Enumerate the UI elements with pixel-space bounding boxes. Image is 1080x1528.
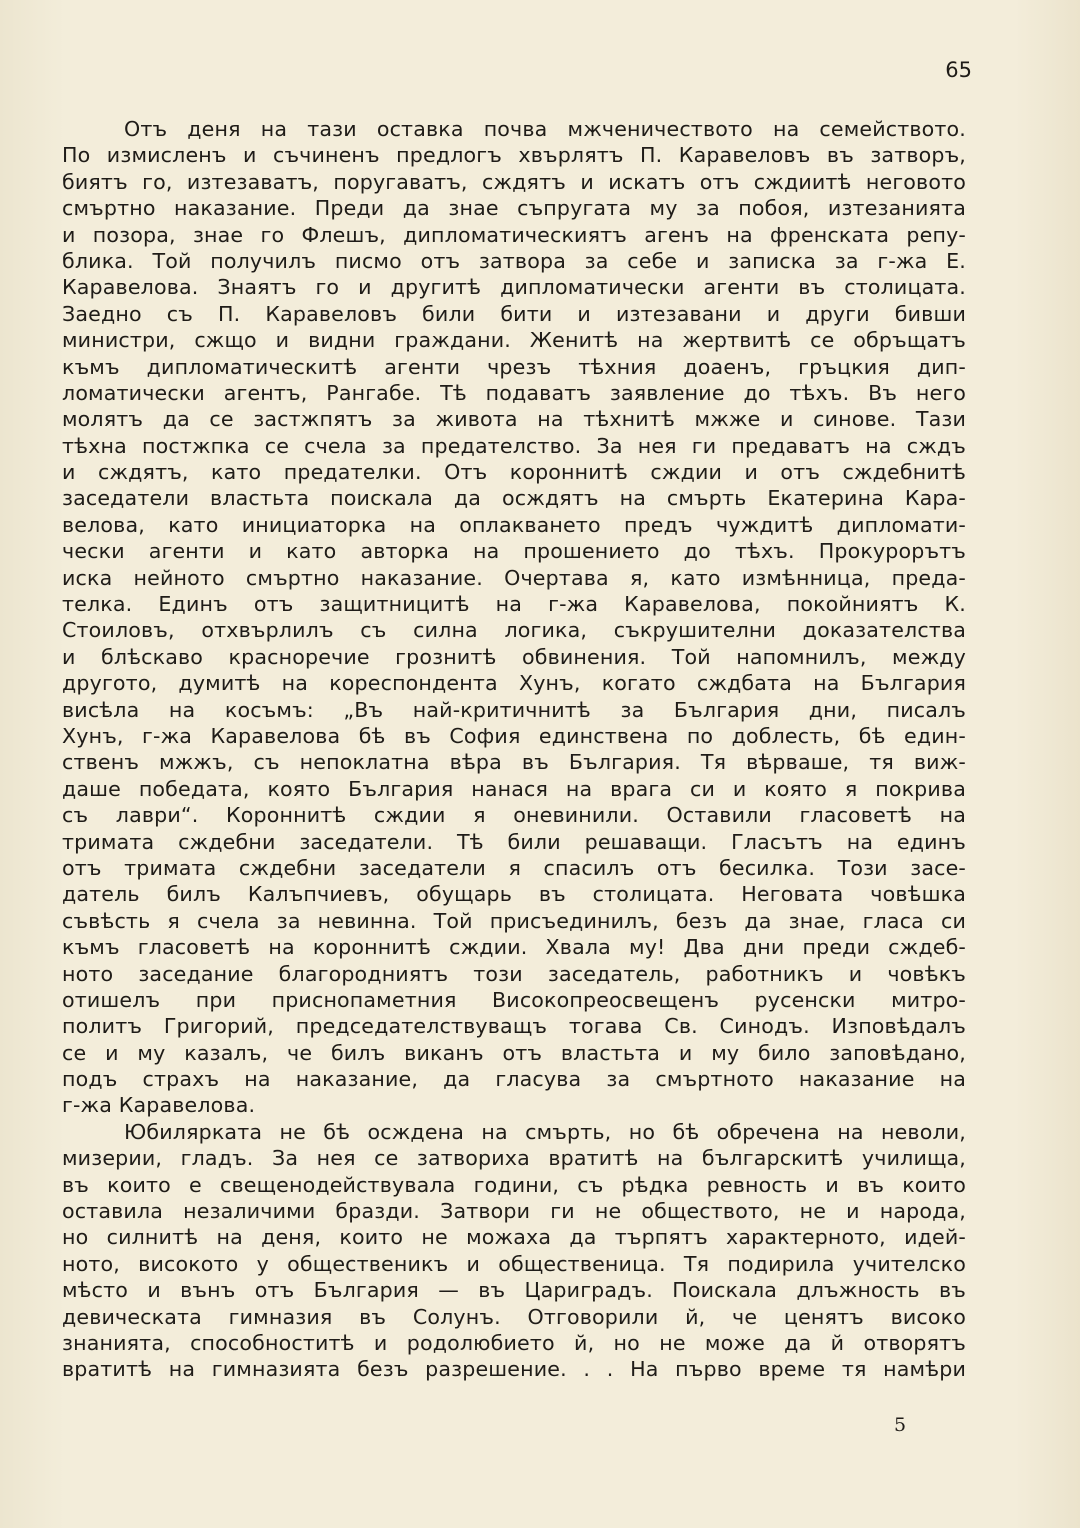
text-line: се и му казалъ, че билъ виканъ отъ властьта и му било заповѣдано, xyxy=(62,1040,966,1065)
text-line: ното заседание благородниятъ този заседатель, работникъ и човѣкъ xyxy=(62,961,966,986)
text-line: и блѣскаво красноречие грознитѣ обвинения. Той напомнилъ, между xyxy=(62,644,966,669)
text-line: и сждятъ, като предателки. Отъ короннитѣ сждии и отъ сждебнитѣ xyxy=(62,460,966,485)
text-line: висѣла на косъмъ: „Въ най-критичнитѣ за България дни, писалъ xyxy=(62,697,966,722)
text-line: къмъ дипломатическитѣ агенти чрезъ тѣхния доаенъ, гръцкия дип- xyxy=(62,354,966,379)
text-line: Отъ деня на тази оставка почва мжченичеството на семейството. xyxy=(124,117,966,141)
text-line: Каравелова. Знаятъ го и другитѣ дипломатически агенти въ столицата. xyxy=(62,275,966,300)
text-line: блика. Той получилъ писмо отъ затвора за себе и записка за г-жа Е. xyxy=(62,248,966,273)
text-line: политъ Григорий, председателствуващъ тогава Св. Синодъ. Изповѣдалъ xyxy=(62,1014,966,1039)
text-line: съ лаври“. Короннитѣ сждии я оневинили. Оставили гласоветѣ на xyxy=(62,803,966,828)
text-line: молятъ да се застжпятъ за живота на тѣхнитѣ мжже и синове. Тази xyxy=(62,407,966,432)
text-line: другото, думитѣ на кореспондента Хунъ, когато сждбата на България xyxy=(62,671,966,696)
page-number: 65 xyxy=(945,58,972,82)
text-line: оставила незаличими бразди. Затвори ги не обществото, не и народа, xyxy=(62,1199,966,1224)
text-line: Юбилярката не бѣ осждена на смърть, но бѣ обречена на неволи, xyxy=(124,1119,966,1144)
text-line: ното, високото у общественикъ и общественица. Тя подирила учителско xyxy=(62,1251,966,1276)
text-line: къмъ гласоветѣ на короннитѣ сждии. Хвала му! Два дни преди сждеб- xyxy=(62,935,966,960)
text-line: вратитѣ на гимназията безъ разрешение. . . На първо време тя намѣри xyxy=(62,1357,966,1382)
text-line: мизерии, гладъ. За нея се затвориха вратитѣ на българскитѣ училища, xyxy=(62,1146,966,1171)
signature-mark: 5 xyxy=(894,1414,907,1436)
text-line: ломатически агентъ, Рангабе. Тѣ подаватъ заявление до тѣхъ. Въ него xyxy=(62,380,966,405)
body-text xyxy=(62,116,966,1383)
text-line: г-жа Каравелова. xyxy=(62,1093,256,1118)
text-line: подъ страхъ на наказание, да гласува за смъртното наказание на xyxy=(62,1067,966,1092)
text-line: тримата сждебни заседатели. Тѣ били решаващи. Гласътъ на единъ xyxy=(62,829,966,854)
text-line: телка. Единъ отъ защитницитѣ на г-жа Каравелова, покойниятъ К. xyxy=(62,592,966,617)
text-line: министри, сжщо и видни граждани. Женитѣ на жертвитѣ се обръщатъ xyxy=(62,328,966,353)
text-line: но силнитѣ на деня, които не можаха да търпятъ характерното, идей- xyxy=(62,1225,966,1250)
text-line: мѣсто и вънъ отъ България — въ Цариградъ. Поискала длъжность въ xyxy=(62,1278,966,1303)
text-line: въ които е свещенодействувала години, съ рѣдка ревность и въ които xyxy=(62,1172,966,1197)
text-line: заседатели властьта поискала да осждятъ на смърть Екатерина Кара- xyxy=(62,486,966,511)
text-line: По измисленъ и съчиненъ предлогъ хвърлятъ П. Каравеловъ въ затворъ, xyxy=(62,143,966,168)
text-line: и позора, знае го Флешъ, дипломатическиятъ агенъ на френската репу- xyxy=(62,222,966,247)
text-line: съвѣсть я счела за невинна. Той присъединилъ, безъ да знае, гласа си xyxy=(62,908,966,933)
text-line: даше победата, която България нанася на врага си и която я покрива xyxy=(62,776,966,801)
text-line: Стоиловъ, отхвърлилъ съ силна логика, съкрушителни доказателства xyxy=(62,618,966,643)
text-line: иска нейното смъртно наказание. Очертава я, като измѣнница, преда- xyxy=(62,565,966,590)
text-line: отъ тримата сждебни заседатели я спасилъ отъ бесилка. Този засе- xyxy=(62,855,966,880)
text-line: отишелъ при приснопаметния Високопреосвещенъ русенски митро- xyxy=(62,987,966,1012)
text-line: ственъ мжжъ, съ непоклатна вѣра въ България. Тя вѣрваше, тя виж- xyxy=(62,750,966,775)
text-line: биятъ го, изтезаватъ, поругаватъ, сждятъ и искатъ отъ сждиитѣ неговото xyxy=(62,169,966,194)
text-line: датель билъ Калъпчиевъ, обущарь въ столицата. Неговата човѣшка xyxy=(62,882,966,907)
text-line: девическата гимназия въ Солунъ. Отговорили й, че ценятъ високо xyxy=(62,1304,966,1329)
text-line: чески агенти и като авторка на прошението до тѣхъ. Прокурорътъ xyxy=(62,539,966,564)
text-line: тѣхна постжпка се счела за предателство. За нея ги предаватъ на сждъ xyxy=(62,433,966,458)
text-line: смъртно наказание. Преди да знае съпругата му за побоя, изтезанията xyxy=(62,196,966,221)
text-line: Заедно съ П. Каравеловъ били бити и изтезавани и други бивши xyxy=(62,301,966,326)
text-line: велова, като инициаторка на оплакването предъ чуждитѣ дипломати- xyxy=(62,512,966,537)
text-line: Хунъ, г-жа Каравелова бѣ въ София единствена по доблесть, бѣ един- xyxy=(62,723,966,748)
text-line: знанията, способноститѣ и родолюбието й, но не може да й отворятъ xyxy=(62,1330,966,1355)
